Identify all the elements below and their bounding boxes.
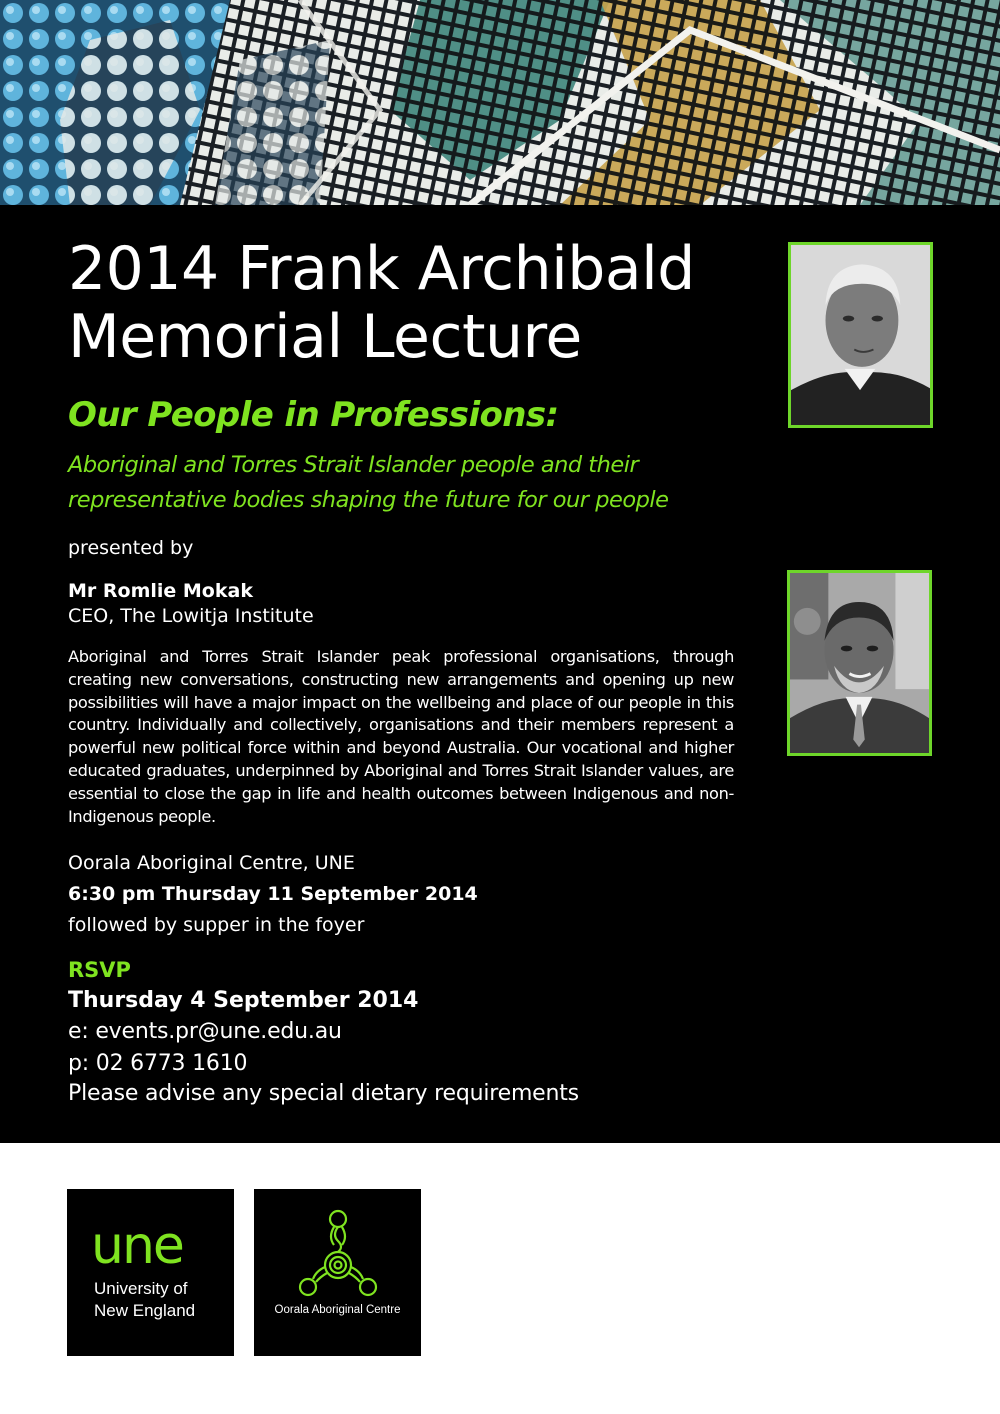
theme-line-1: Aboriginal and Torres Strait Islander people and their bbox=[68, 452, 639, 478]
rsvp-phone[interactable]: p: 02 6773 1610 bbox=[68, 1051, 248, 1076]
une-name-line-2: New England bbox=[94, 1301, 196, 1320]
event-datetime: 6:30 pm Thursday 11 September 2014 bbox=[68, 883, 478, 905]
portrait-1-image bbox=[791, 245, 930, 425]
une-wordmark-icon bbox=[91, 1219, 211, 1271]
rsvp-dietary-note: Please advise any special dietary requirements bbox=[68, 1081, 579, 1106]
title-line-1: 2014 Frank Archibald bbox=[68, 234, 695, 304]
rsvp-date: Thursday 4 September 2014 bbox=[68, 988, 419, 1013]
event-theme bbox=[68, 448, 758, 518]
oorala-name: Oorala Aboriginal Centre bbox=[274, 1304, 401, 1316]
oorala-logo bbox=[254, 1189, 421, 1356]
presenter-name: Mr Romlie Mokak bbox=[68, 580, 253, 602]
une-name-line-1: University of bbox=[94, 1279, 188, 1298]
event-title bbox=[68, 235, 768, 371]
rsvp-email[interactable]: e: events.pr@une.edu.au bbox=[68, 1019, 342, 1044]
rsvp-label: RSVP bbox=[68, 958, 131, 982]
event-subtitle: Our People in Professions: bbox=[68, 395, 559, 435]
main-panel bbox=[0, 205, 1000, 1143]
portrait-photo-1 bbox=[788, 242, 933, 428]
title-line-2: Memorial Lecture bbox=[68, 302, 582, 372]
presented-by-label: presented by bbox=[68, 537, 194, 559]
portrait-photo-2 bbox=[787, 570, 932, 756]
oorala-symbol-icon bbox=[298, 1207, 378, 1299]
event-supper-note: followed by supper in the foyer bbox=[68, 914, 365, 936]
header-artwork-banner bbox=[0, 0, 1000, 205]
presenter-role: CEO, The Lowitja Institute bbox=[68, 605, 314, 627]
une-wordmark-text: une bbox=[91, 1219, 183, 1271]
theme-line-2: representative bodies shaping the future for our people bbox=[68, 487, 669, 513]
une-logo bbox=[67, 1189, 234, 1356]
portrait-2-image bbox=[790, 573, 929, 753]
event-venue: Oorala Aboriginal Centre, UNE bbox=[68, 852, 355, 874]
lecture-abstract: Aboriginal and Torres Strait Islander peak professional organisations, through creating new conversations, constructing new arrangements and opening up new possibilities will have a major impact on the wellbeing and place of our people in this country. Individually and collectively, organisations and their members represent a powerful new political force within and beyond Australia. Our vocational and higher educated graduates, underpinned by Aboriginal and Torres Strait Islander values, are essential to close the gap in life and health outcomes between Indigenous and non-Indigenous people. bbox=[68, 647, 734, 826]
